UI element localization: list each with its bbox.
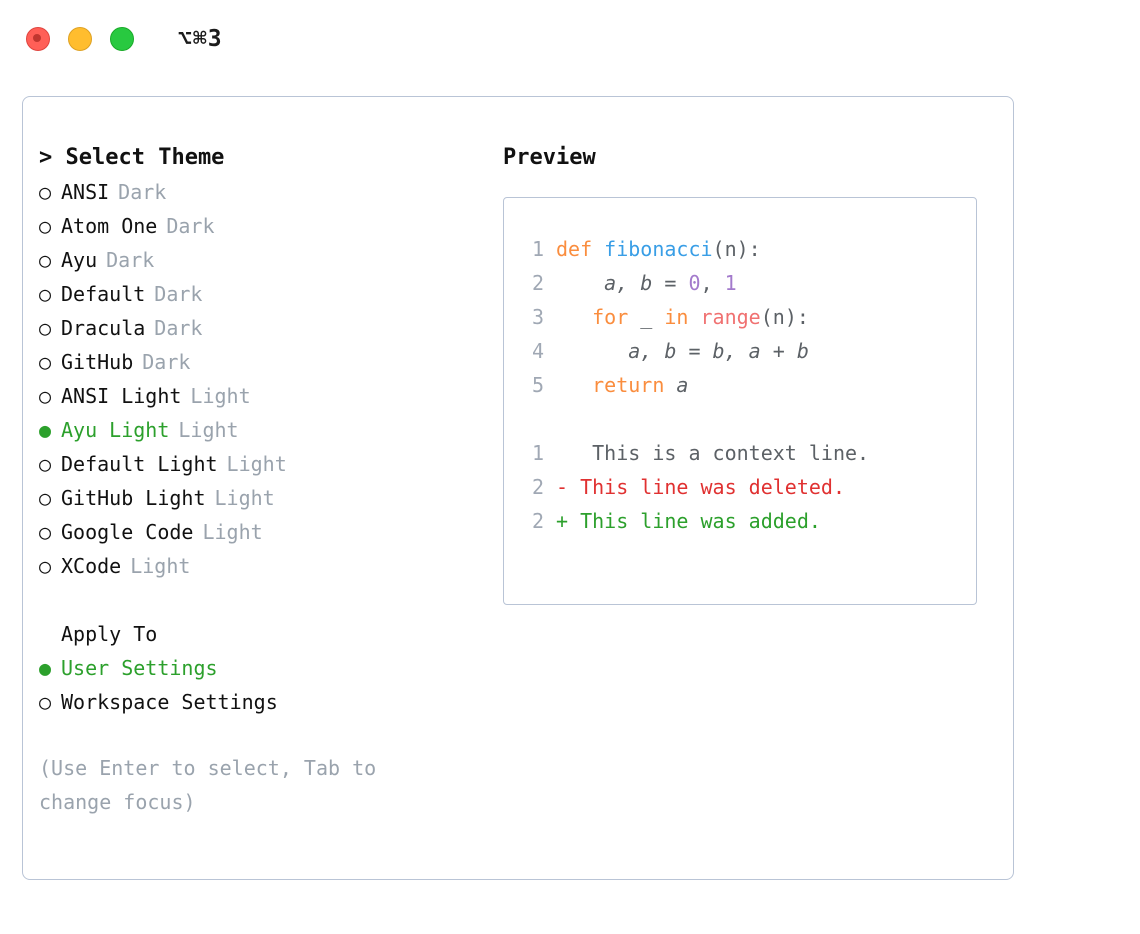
- code-line: [522, 368, 976, 402]
- code-line: [522, 266, 976, 300]
- radio-icon[interactable]: ○: [39, 690, 52, 714]
- theme-option-label: ANSI: [61, 180, 110, 204]
- line-number: 2: [531, 475, 544, 499]
- theme-option[interactable]: [39, 379, 485, 413]
- radio-icon[interactable]: ○: [39, 384, 52, 408]
- theme-selection-column: [23, 141, 485, 819]
- theme-option-variant: Dark: [142, 350, 191, 374]
- code-token: in: [664, 305, 701, 329]
- theme-option-label: Ayu Light: [61, 418, 170, 442]
- code-token: ,: [700, 271, 725, 295]
- theme-option-variant: Light: [178, 418, 239, 442]
- code-token: fibonacci: [604, 237, 713, 261]
- code-token: _: [640, 305, 665, 329]
- theme-option[interactable]: [39, 311, 485, 345]
- diff-line: [522, 504, 976, 538]
- theme-option-label: Google Code: [61, 520, 194, 544]
- code-token: a: [676, 373, 689, 397]
- radio-icon[interactable]: ○: [39, 214, 52, 238]
- apply-to-option[interactable]: [39, 685, 485, 719]
- theme-option-label: Default Light: [61, 452, 218, 476]
- radio-icon[interactable]: ○: [39, 520, 52, 544]
- diff-text: This line was added.: [568, 509, 821, 533]
- theme-option-variant: Dark: [154, 282, 203, 306]
- line-number: 1: [531, 237, 544, 261]
- apply-to-list[interactable]: [39, 651, 485, 719]
- diff-text: This line was deleted.: [568, 475, 845, 499]
- preview-column: [485, 141, 1013, 819]
- diff-sample: [522, 436, 976, 538]
- spacer: [522, 402, 976, 436]
- code-line: [522, 334, 976, 368]
- theme-option[interactable]: [39, 549, 485, 583]
- code-sample: [522, 232, 976, 402]
- theme-option-variant: Dark: [166, 214, 215, 238]
- code-token: return: [592, 373, 677, 397]
- theme-option-label: GitHub Light: [61, 486, 206, 510]
- theme-option[interactable]: [39, 175, 485, 209]
- theme-option-label: Dracula: [61, 316, 146, 340]
- theme-option-variant: Light: [190, 384, 251, 408]
- window-shortcut-label: ⌥⌘3: [178, 26, 223, 52]
- radio-icon[interactable]: ○: [39, 282, 52, 306]
- diff-sign: +: [556, 509, 569, 533]
- theme-option[interactable]: [39, 413, 485, 447]
- maximize-window-button[interactable]: [110, 27, 134, 51]
- radio-selected-icon[interactable]: ●: [39, 418, 52, 442]
- preview-box: [503, 197, 977, 605]
- theme-option-variant: Light: [130, 554, 191, 578]
- theme-option-variant: Light: [214, 486, 275, 510]
- code-token: for: [592, 305, 641, 329]
- line-number: 5: [531, 373, 544, 397]
- apply-to-option-label: User Settings: [61, 656, 218, 680]
- theme-option-label: Atom One: [61, 214, 158, 238]
- theme-option[interactable]: [39, 243, 485, 277]
- radio-icon[interactable]: ○: [39, 180, 52, 204]
- theme-option-label: XCode: [61, 554, 122, 578]
- code-token: [556, 305, 592, 329]
- preview-heading: Preview: [503, 145, 596, 170]
- theme-option-label: Default: [61, 282, 146, 306]
- radio-icon[interactable]: ○: [39, 554, 52, 578]
- theme-option-variant: Dark: [154, 316, 203, 340]
- radio-icon[interactable]: ○: [39, 486, 52, 510]
- diff-sign: [556, 441, 568, 465]
- theme-option-label: Ayu: [61, 248, 98, 272]
- theme-option[interactable]: [39, 277, 485, 311]
- line-number: 1: [531, 441, 544, 465]
- close-window-button[interactable]: [26, 27, 50, 51]
- code-token: 0: [688, 271, 701, 295]
- theme-option-variant: Light: [202, 520, 263, 544]
- code-token: a, b =: [556, 271, 689, 295]
- diff-sign: -: [556, 475, 569, 499]
- code-line: [522, 300, 976, 334]
- theme-option-variant: Light: [226, 452, 287, 476]
- theme-option-label: ANSI Light: [61, 384, 182, 408]
- theme-option-variant: Dark: [118, 180, 167, 204]
- minimize-window-button[interactable]: [68, 27, 92, 51]
- code-token: 1: [724, 271, 737, 295]
- diff-line: [522, 436, 976, 470]
- line-number: 2: [531, 509, 544, 533]
- select-theme-heading: > Select Theme: [39, 145, 225, 170]
- diff-text: This is a context line.: [568, 441, 870, 465]
- theme-option[interactable]: [39, 209, 485, 243]
- radio-selected-icon[interactable]: ●: [39, 656, 52, 680]
- radio-icon[interactable]: ○: [39, 248, 52, 272]
- theme-option-label: GitHub: [61, 350, 134, 374]
- diff-line: [522, 470, 976, 504]
- theme-picker-panel: [22, 96, 1014, 880]
- apply-to-option-label: Workspace Settings: [61, 690, 278, 714]
- line-number: 4: [531, 339, 544, 363]
- theme-option[interactable]: [39, 447, 485, 481]
- theme-list[interactable]: [39, 175, 485, 583]
- theme-option-variant: Dark: [106, 248, 155, 272]
- code-token: (n):: [760, 305, 809, 329]
- line-number: 2: [531, 271, 544, 295]
- title-bar: [0, 0, 1140, 78]
- code-token: (n):: [712, 237, 761, 261]
- theme-option[interactable]: [39, 515, 485, 549]
- code-line: [522, 232, 976, 266]
- apply-to-option[interactable]: [39, 651, 485, 685]
- radio-icon[interactable]: ○: [39, 350, 52, 374]
- theme-option[interactable]: [39, 345, 485, 379]
- line-number: 3: [531, 305, 544, 329]
- keyboard-hint: (Use Enter to select, Tab to change focus): [39, 756, 389, 814]
- code-token: [556, 373, 592, 397]
- code-token: def: [556, 237, 605, 261]
- radio-icon[interactable]: ○: [39, 316, 52, 340]
- theme-option[interactable]: [39, 481, 485, 515]
- radio-icon[interactable]: ○: [39, 452, 52, 476]
- code-token: range: [700, 305, 761, 329]
- apply-to-heading: Apply To: [61, 622, 158, 646]
- spacer: [39, 583, 485, 617]
- code-token: a, b = b, a + b: [556, 339, 809, 363]
